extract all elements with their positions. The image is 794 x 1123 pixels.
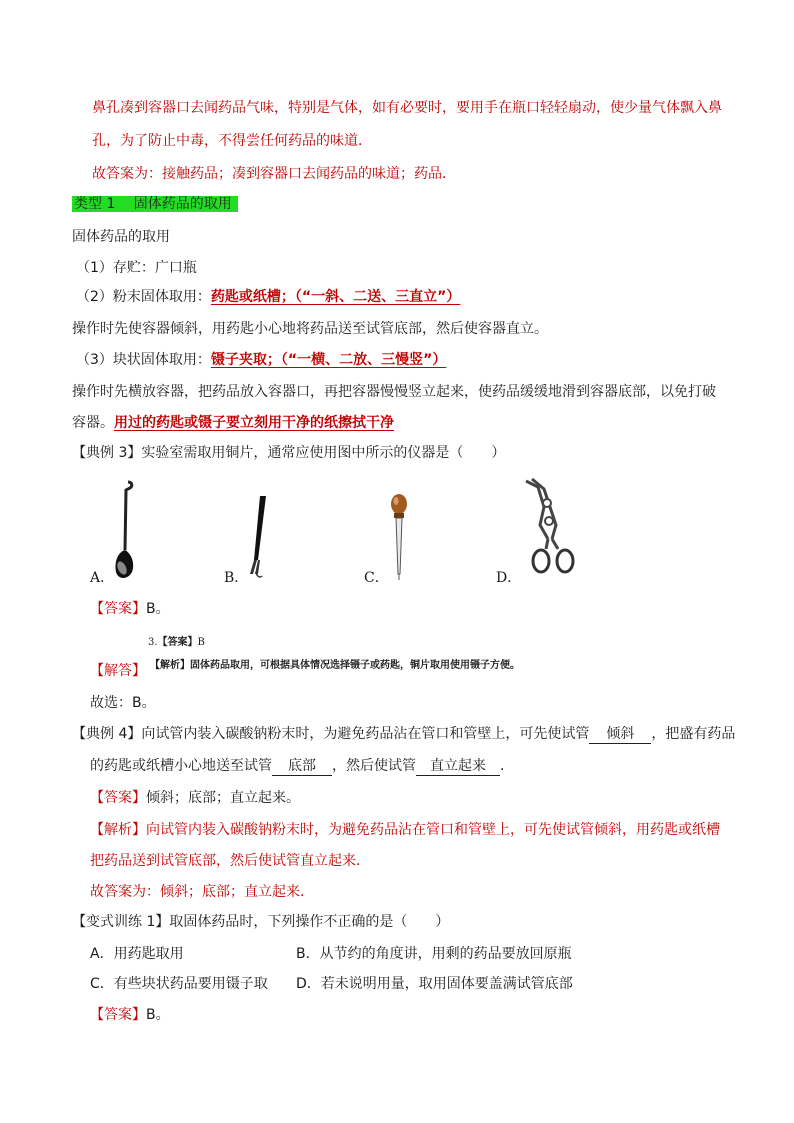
storage-item: （1）存贮：广口瓶 (76, 260, 197, 276)
block-item-method: 镊子夹取；（“一横、二放、三慢竖”） (210, 352, 447, 368)
pasted-answer-label: 【答案】 (157, 637, 198, 648)
example4-stem-line-1 (72, 724, 735, 744)
powder-item-method: 药匙或纸槽；（“一斜、二送、三直立”） (210, 289, 461, 305)
variant1-answer-label: 【答案】 (90, 1007, 146, 1023)
option-c-label: C． (364, 570, 389, 586)
pasted-answer-snippet (148, 636, 205, 650)
variant1-option-c: C．有些块状药品要用镊子取 (90, 976, 268, 992)
variant1-option-a: A．用药匙取用 (90, 946, 184, 962)
example3-answer-label: 【答案】 (90, 601, 146, 617)
example3-answer (90, 599, 170, 619)
intro-line-1: 鼻孔凑到容器口去闻药品气味，特别是气体，如有必要时，要用手在瓶口轻轻扇动，使少量气体飘入鼻 (92, 100, 722, 116)
powder-item-prefix: （2）粉末固体取用： (76, 289, 211, 305)
example3-choose: 故选：B。 (90, 695, 156, 711)
example4-answer (90, 788, 300, 808)
blank-1: 倾斜 (589, 726, 651, 744)
block-note-2 (72, 413, 394, 433)
block-note-2-warning: 用过的药匙或镊子要立刻用干净的纸擦拭干净 (114, 415, 394, 431)
example4-analysis-label: 【解析】 (90, 822, 146, 838)
pasted-answer-value: B (197, 637, 205, 648)
section-heading (72, 194, 238, 214)
variant1-answer (90, 1005, 170, 1025)
block-item (76, 350, 446, 370)
example4-analysis-line-1 (90, 820, 720, 840)
powder-item (76, 287, 460, 307)
example4-answer-value: 倾斜；底部；直立起来。 (146, 790, 300, 806)
pasted-explanation-label: 【解析】 (150, 660, 190, 671)
block-item-prefix: （3）块状固体取用： (76, 352, 211, 368)
section-heading-label: 类型 1 固体药品的取用 (72, 196, 238, 212)
block-note-2-prefix: 容器。 (72, 415, 114, 431)
variant1-option-b: B．从节约的角度讲，用剩的药品要放回原瓶 (296, 946, 572, 962)
example3-explain-label: 【解答】 (90, 663, 146, 679)
variant1-stem: 【变式训练 1】取固体药品时，下列操作不正确的是（ ） (72, 914, 450, 930)
section-title: 固体药品的取用 (72, 229, 170, 245)
example3-answer-value: B。 (146, 601, 170, 617)
variant1-option-d: D．若未说明用量，取用固体要盖满试管底部 (296, 976, 573, 992)
example4-analysis-line-2: 把药品送到试管底部，然后使试管直立起来． (90, 853, 370, 869)
example4-stem-part1: 【典例 4】向试管内装入碳酸钠粉末时，为避免药品沾在管口和管壁上，可先使试管 (72, 726, 590, 742)
spoon-image (108, 480, 144, 582)
example3-stem: 【典例 3】实验室需取用铜片，通常应使用图中所示的仪器是（ ） (72, 445, 506, 461)
example4-line2-part2: ，然后使试管 (332, 758, 416, 774)
blank-2: 底部 (272, 758, 332, 776)
variant1-answer-value: B。 (146, 1007, 170, 1023)
option-d-label: D． (496, 570, 522, 586)
example4-stem-part2: ，把盛有药品 (651, 726, 736, 742)
example4-analysis-text-1: 向试管内装入碳酸钠粉末时，为避免药品沾在管口和管壁上，可先使试管倾斜，用药匙或纸槽 (146, 822, 720, 838)
example4-line2-part3: ． (500, 758, 514, 774)
blank-3: 直立起来 (416, 758, 500, 776)
example4-answer-label: 【答案】 (90, 790, 146, 806)
pasted-answer-number: 3. (148, 637, 158, 648)
tongs-image (518, 477, 584, 581)
pasted-explanation-snippet (150, 659, 520, 673)
block-note-1: 操作时先横放容器，把药品放入容器口，再把容器慢慢竖立起来，使药品缓缓地滑到容器底部，以免打破 (72, 384, 716, 400)
powder-note: 操作时先使容器倾斜，用药匙小心地将药品送至试管底部，然后使容器直立。 (72, 321, 548, 337)
example4-final: 故答案为：倾斜；底部；直立起来． (90, 884, 314, 900)
example4-line2-part1: 的药匙或纸槽小心地送至试管 (90, 758, 272, 774)
option-b-label: B． (224, 570, 249, 586)
pasted-explanation-text: 固体药品取用，可根据具体情况选择镊子或药匙，铜片取用使用镊子方便。 (190, 660, 520, 671)
example4-stem-line-2 (90, 756, 514, 776)
intro-line-2: 孔，为了防止中毒，不得尝任何药品的味道． (92, 133, 372, 149)
intro-answer: 故答案为：接触药品；凑到容器口去闻药品的味道；药品． (92, 166, 456, 182)
option-a-label: A． (90, 570, 115, 586)
